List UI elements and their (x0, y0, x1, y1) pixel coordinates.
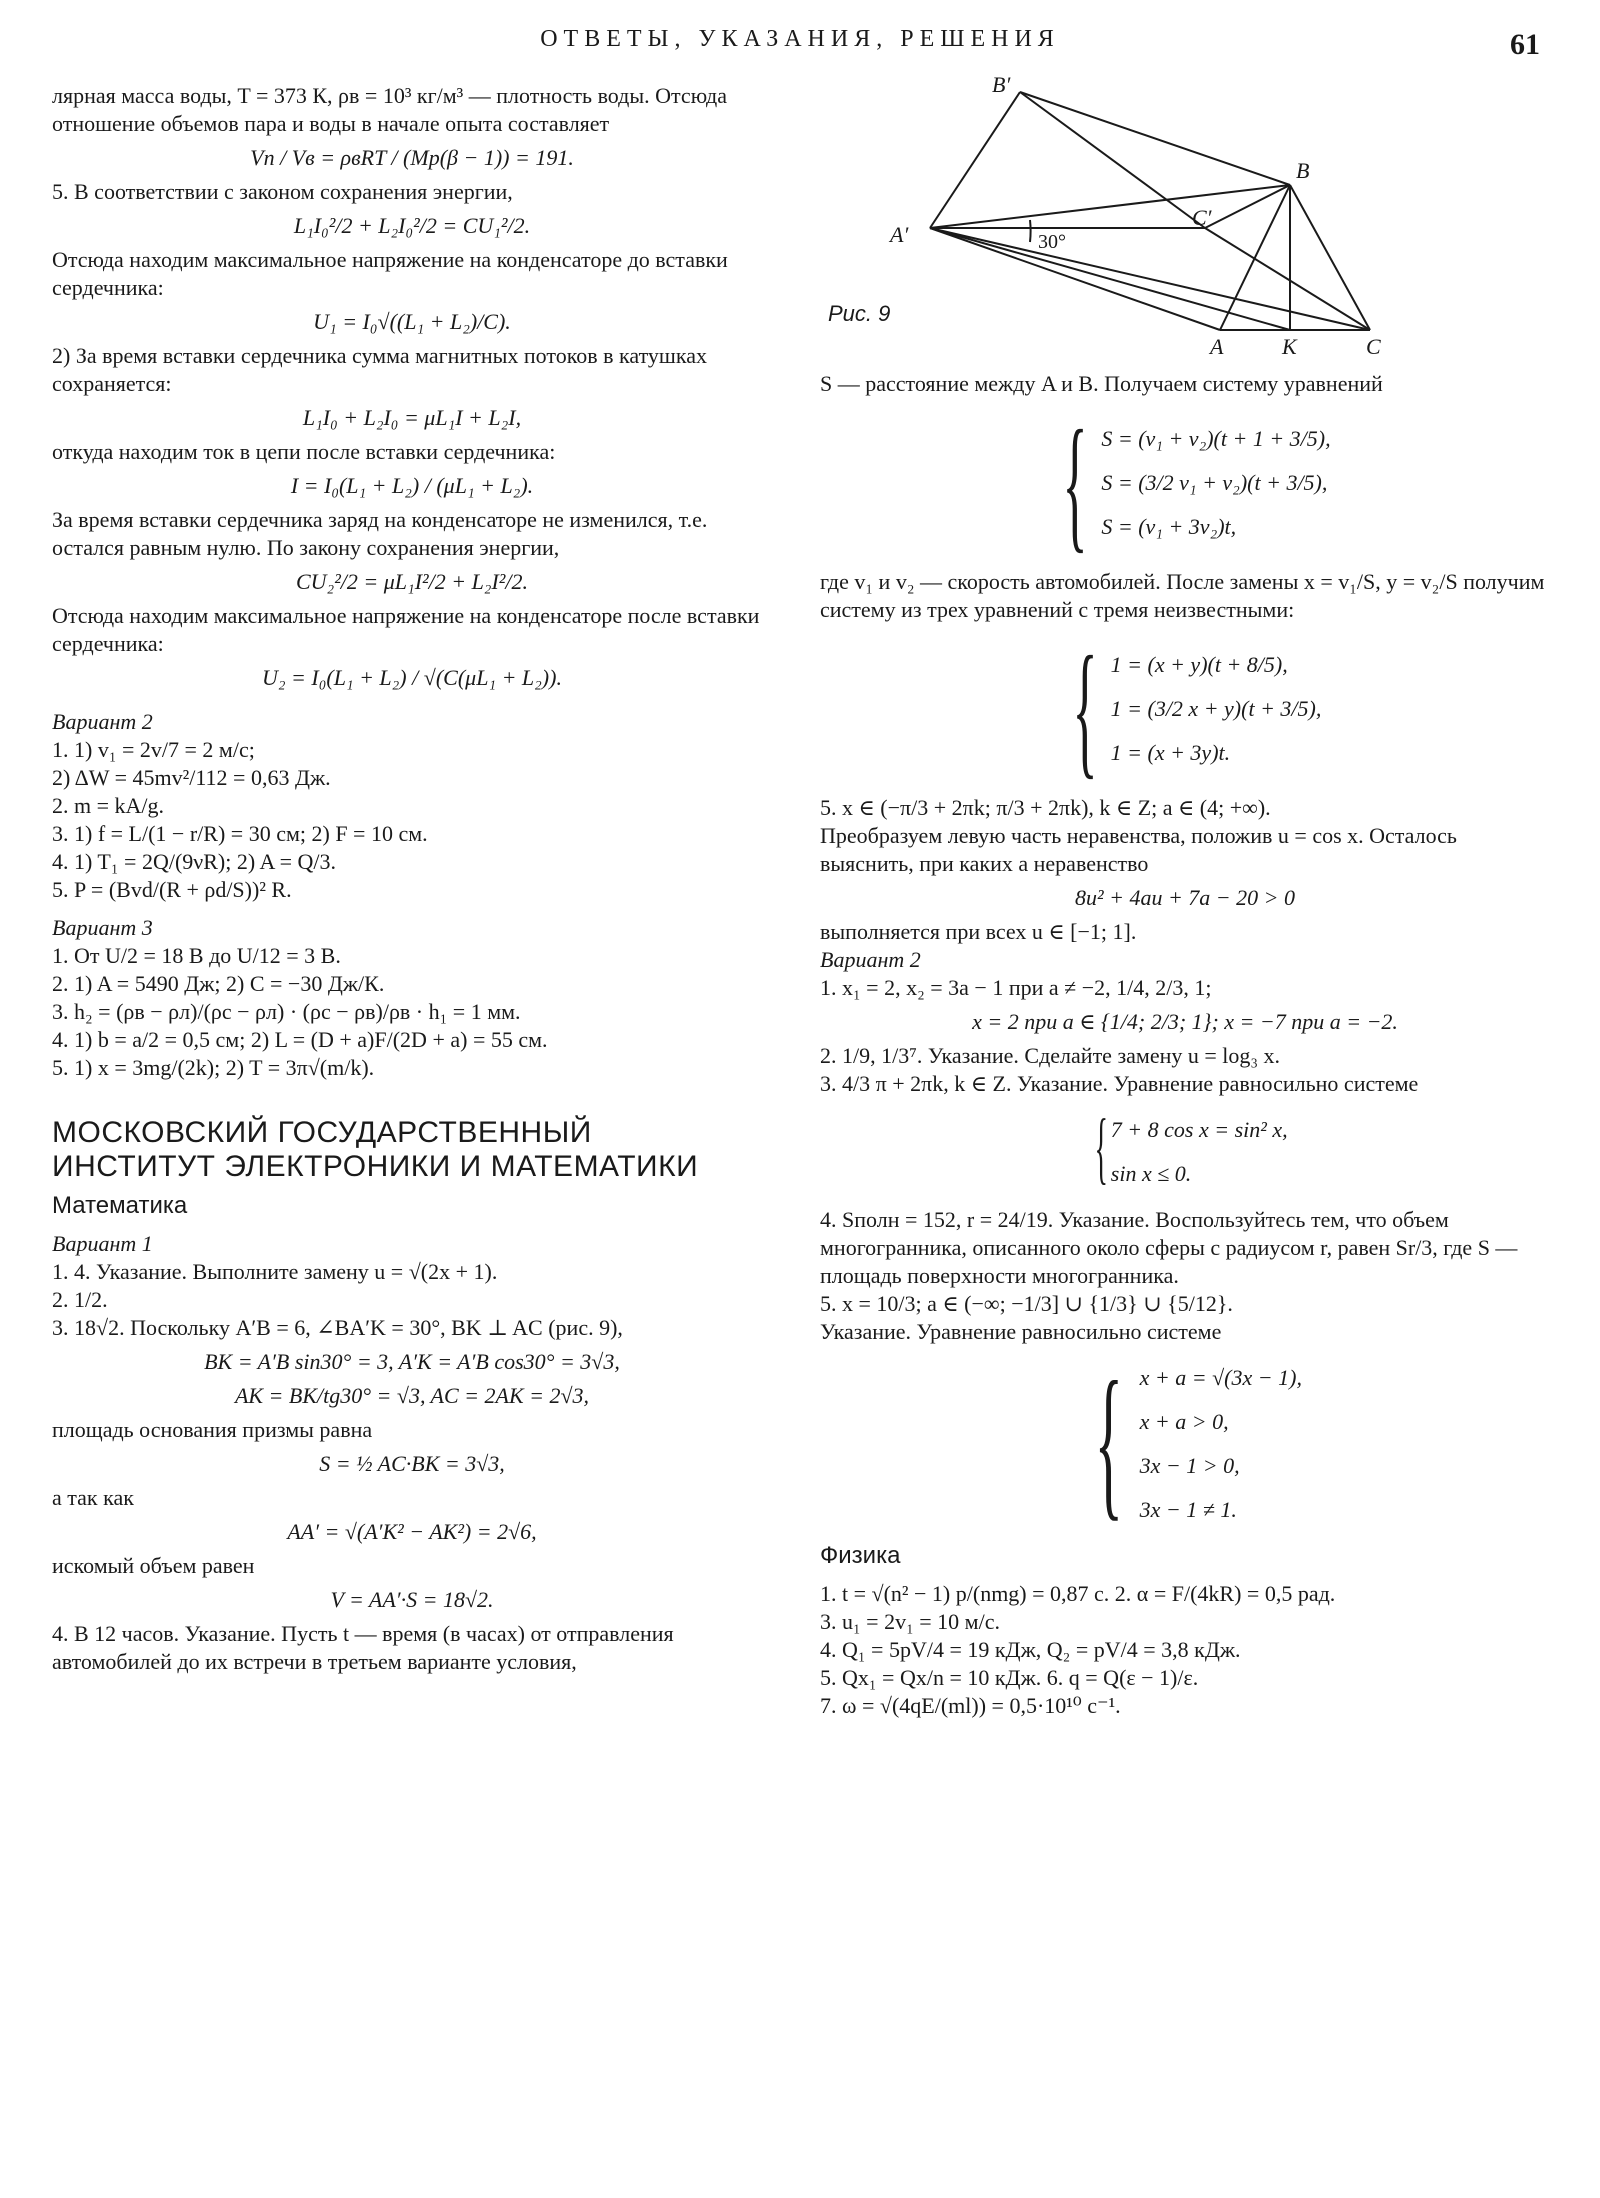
answer-line: 3. 4/3 π + 2πk, k ∈ Z. Указание. Уравнение равносильно системе (820, 1071, 1419, 1096)
formula: U₁ = I₀√((L₁ + L₂)/C). (313, 309, 511, 334)
variant-heading: Вариант 2 (820, 947, 921, 972)
brace: { (1072, 626, 1098, 792)
brace: { (1062, 400, 1088, 566)
answer-line: 5. 1) x = 3mg/(2k); 2) T = 3π√(m/k). (52, 1055, 375, 1080)
paragraph: 5. В соответствии с законом сохранения энергии, (52, 179, 513, 204)
equation: S = (3/2 v₁ + v₂)(t + 3/5), (1101, 470, 1328, 495)
answer-line: 2. 1) A = 5490 Дж; 2) C = −30 Дж/К. (52, 971, 385, 996)
paragraph: искомый объем равен (52, 1553, 255, 1578)
answer-line: 2. 1/2. (52, 1287, 108, 1312)
edge-line (1205, 228, 1370, 330)
paragraph: S — расстояние между A и B. Получаем систему уравнений (820, 371, 1383, 396)
variant-heading: Вариант 1 (52, 1231, 153, 1256)
formula: S = ½ AC·BK = 3√3, (319, 1451, 505, 1476)
answer-line: 4. Q₁ = 5pV/4 = 19 кДж, Q₂ = pV/4 = 3,8 кДж. (820, 1637, 1241, 1662)
formula: x = 2 при a ∈ {1/4; 2/3; 1}; x = −7 при a = −2. (972, 1009, 1398, 1034)
answer-line: 1. x₁ = 2, x₂ = 3a − 1 при a ≠ −2, 1/4, 2/3, 1; (820, 975, 1212, 1000)
right-column (820, 70, 1550, 1720)
answer-line: 2. m = kA/g. (52, 793, 165, 818)
equation: x + a > 0, (1139, 1409, 1229, 1434)
equation: S = (v₁ + v₂)(t + 1 + 3/5), (1101, 426, 1331, 451)
answer-line: 7. ω = √(4qE/(ml)) = 0,5·10¹⁰ с⁻¹. (820, 1693, 1121, 1718)
answer-line: 1. 1) v₁ = 2v/7 = 2 м/с; (52, 737, 255, 762)
equation: 7 + 8 cos x = sin² x, (1110, 1117, 1288, 1142)
formula: BK = A′B sin30° = 3, A′K = A′B cos30° = 3√3, (204, 1349, 620, 1374)
paragraph: Отсюда находим максимальное напряжение на конденсаторе до вставки сердечника: (52, 247, 728, 300)
running-header: ОТВЕТЫ, УКАЗАНИЯ, РЕШЕНИЯ (540, 26, 1060, 52)
equation: 1 = (x + 3y)t. (1110, 740, 1231, 765)
paragraph: 2) За время вставки сердечника сумма магнитных потоков в катушках сохраняется: (52, 343, 707, 396)
answer-line: 5. x ∈ (−π/3 + 2πk; π/3 + 2πk), k ∈ Z; a ∈ (4; +∞). (820, 795, 1271, 820)
section-title-line: ИНСТИТУТ ЭЛЕКТРОНИКИ И МАТЕМАТИКИ (52, 1150, 699, 1183)
answer-line: 5. P = (Bvd/(R + ρd/S))² R. (52, 877, 292, 902)
edge-line (1290, 185, 1370, 330)
label-angle: 30° (1038, 231, 1066, 253)
paragraph: За время вставки сердечника заряд на конденсаторе не изменился, т.е. остался равным нулю. По закону сохранения энергии, (52, 507, 708, 560)
formula: V = AA′·S = 18√2. (330, 1587, 494, 1612)
paragraph: выполняется при всех u ∈ [−1; 1]. (820, 919, 1137, 944)
answer-line: 4. Sполн = 152, r = 24/19. Указание. Воспользуйтесь тем, что объем многогранника, описанного около сферы с радиусом r, равен Sr/3, где S — площадь поверхности многогранника. (820, 1207, 1518, 1288)
paragraph: площадь основания призмы равна (52, 1417, 373, 1442)
equation: 3x − 1 > 0, (1139, 1453, 1240, 1478)
section-title (52, 1116, 772, 1184)
paragraph: Отсюда находим максимальное напряжение на конденсаторе после вставки сердечника: (52, 603, 760, 656)
formula: CU₂²/2 = μL₁I²/2 + L₂I²/2. (296, 569, 528, 594)
angle-arc (1030, 220, 1031, 242)
formula: L₁I₀ + L₂I₀ = μL₁I + L₂I, (302, 405, 522, 430)
label-b: B (1296, 158, 1310, 183)
paragraph: лярная масса воды, T = 373 К, ρв = 10³ кг/м³ — плотность воды. Отсюда отношение объемов пара и воды в начале опыта составляет (52, 83, 727, 136)
equation: sin x ≤ 0. (1110, 1161, 1192, 1186)
edge-line (930, 228, 1290, 330)
variant-heading: Вариант 2 (52, 709, 153, 734)
subsection-title: Физика (820, 1542, 901, 1569)
answer-line: 3. u₁ = 2v₁ = 10 м/с. (820, 1609, 1000, 1634)
brace: { (1094, 1104, 1109, 1192)
label-a-prime: A′ (890, 222, 909, 247)
answer-line: 2) ΔW = 45mv²/112 = 0,63 Дж. (52, 765, 331, 790)
edge-line (930, 228, 1370, 330)
formula: 8u² + 4au + 7a − 20 > 0 (1075, 885, 1295, 910)
equation: 1 = (x + y)(t + 8/5), (1110, 652, 1288, 677)
edge-line (1020, 92, 1205, 228)
formula: AA′ = √(A′K² − AK²) = 2√6, (287, 1519, 537, 1544)
formula: L₁I₀²/2 + L₂I₀²/2 = CU₁²/2. (293, 213, 531, 238)
answer-line: 3. h₂ = (ρв − ρл)/(ρс − ρл) · (ρс − ρв)/ρв · h₁ = 1 мм. (52, 999, 521, 1024)
variant-heading: Вариант 3 (52, 915, 153, 940)
equation-system (820, 1104, 1550, 1196)
formula: AK = BK/tg30° = √3, AC = 2AK = 2√3, (234, 1383, 590, 1408)
answer-line: 4. 1) T₁ = 2Q/(9νR); 2) A = Q/3. (52, 849, 337, 874)
paragraph: 4. В 12 часов. Указание. Пусть t — время (в часах) от отправления автомобилей до их встречи в третьем варианте условия, (52, 1621, 674, 1674)
equation-system (820, 400, 1550, 566)
edge-line (930, 228, 1220, 330)
equation-system (820, 626, 1550, 792)
answer-line: 1. 4. Указание. Выполните замену u = √(2x + 1). (52, 1259, 498, 1284)
left-column (52, 82, 772, 1676)
formula: U₂ = I₀(L₁ + L₂) / √(C(μL₁ + L₂)). (262, 665, 562, 690)
equation-system (820, 1347, 1550, 1535)
formula: I = I₀(L₁ + L₂) / (μL₁ + L₂). (290, 473, 534, 498)
paragraph: откуда находим ток в цепи после вставки сердечника: (52, 439, 556, 464)
label-c: C (1366, 334, 1381, 359)
page-number: 61 (1510, 28, 1540, 61)
paragraph: где v₁ и v₂ — скорость автомобилей. После замены x = v₁/S, y = v₂/S получим систему из трех уравнений с тремя неизвестными: (820, 569, 1545, 622)
answer-line: 1. От U/2 = 18 В до U/12 = 3 В. (52, 943, 341, 968)
label-c-prime: C′ (1192, 205, 1212, 230)
equation: 3x − 1 ≠ 1. (1139, 1497, 1237, 1522)
figure-9 (820, 70, 1550, 370)
label-a: A (1210, 334, 1224, 359)
answer-line: 4. 1) b = a/2 = 0,5 см; 2) L = (D + a)F/(2D + a) = 55 см. (52, 1027, 548, 1052)
equation: 1 = (3/2 x + y)(t + 3/5), (1110, 696, 1322, 721)
equation: x + a = √(3x − 1), (1139, 1365, 1302, 1390)
paragraph: Преобразуем левую часть неравенства, положив u = cos x. Осталось выяснить, при каких a неравенство (820, 823, 1457, 876)
equation: S = (v₁ + 3v₂)t, (1101, 514, 1237, 539)
subsection-title: Математика (52, 1192, 188, 1219)
answer-line: 1. t = √(n² − 1) p/(nmg) = 0,87 с. 2. α = F/(4kR) = 0,5 рад. (820, 1581, 1336, 1606)
answer-line: 3. 18√2. Поскольку A′B = 6, ∠BA′K = 30°, BK ⊥ AC (рис. 9), (52, 1315, 623, 1340)
prism-diagram (820, 70, 1550, 360)
answer-line: 2. 1/9, 1/3⁷. Указание. Сделайте замену u = log₃ x. (820, 1043, 1281, 1068)
paragraph: а так как (52, 1485, 134, 1510)
brace: { (1094, 1347, 1124, 1535)
edge-line (1205, 185, 1290, 228)
formula: Vп / Vв = ρвRT / (Mp(β − 1)) = 191. (250, 145, 574, 170)
label-b-prime: B′ (992, 72, 1011, 97)
paragraph: Указание. Уравнение равносильно системе (820, 1319, 1222, 1344)
edge-line (930, 185, 1290, 228)
section-title-line: МОСКОВСКИЙ ГОСУДАРСТВЕННЫЙ (52, 1116, 592, 1149)
answer-line: 5. x = 10/3; a ∈ (−∞; −1/3] ∪ {1/3} ∪ {5/12}. (820, 1291, 1233, 1316)
edge-line (1020, 92, 1290, 185)
label-k: K (1282, 334, 1297, 359)
answer-line: 3. 1) f = L/(1 − r/R) = 30 см; 2) F = 10 см. (52, 821, 428, 846)
edge-line (930, 92, 1020, 228)
answer-line: 5. Qx₁ = Qx/n = 10 кДж. 6. q = Q(ε − 1)/ε. (820, 1665, 1199, 1690)
figure-caption: Рис. 9 (828, 301, 891, 326)
